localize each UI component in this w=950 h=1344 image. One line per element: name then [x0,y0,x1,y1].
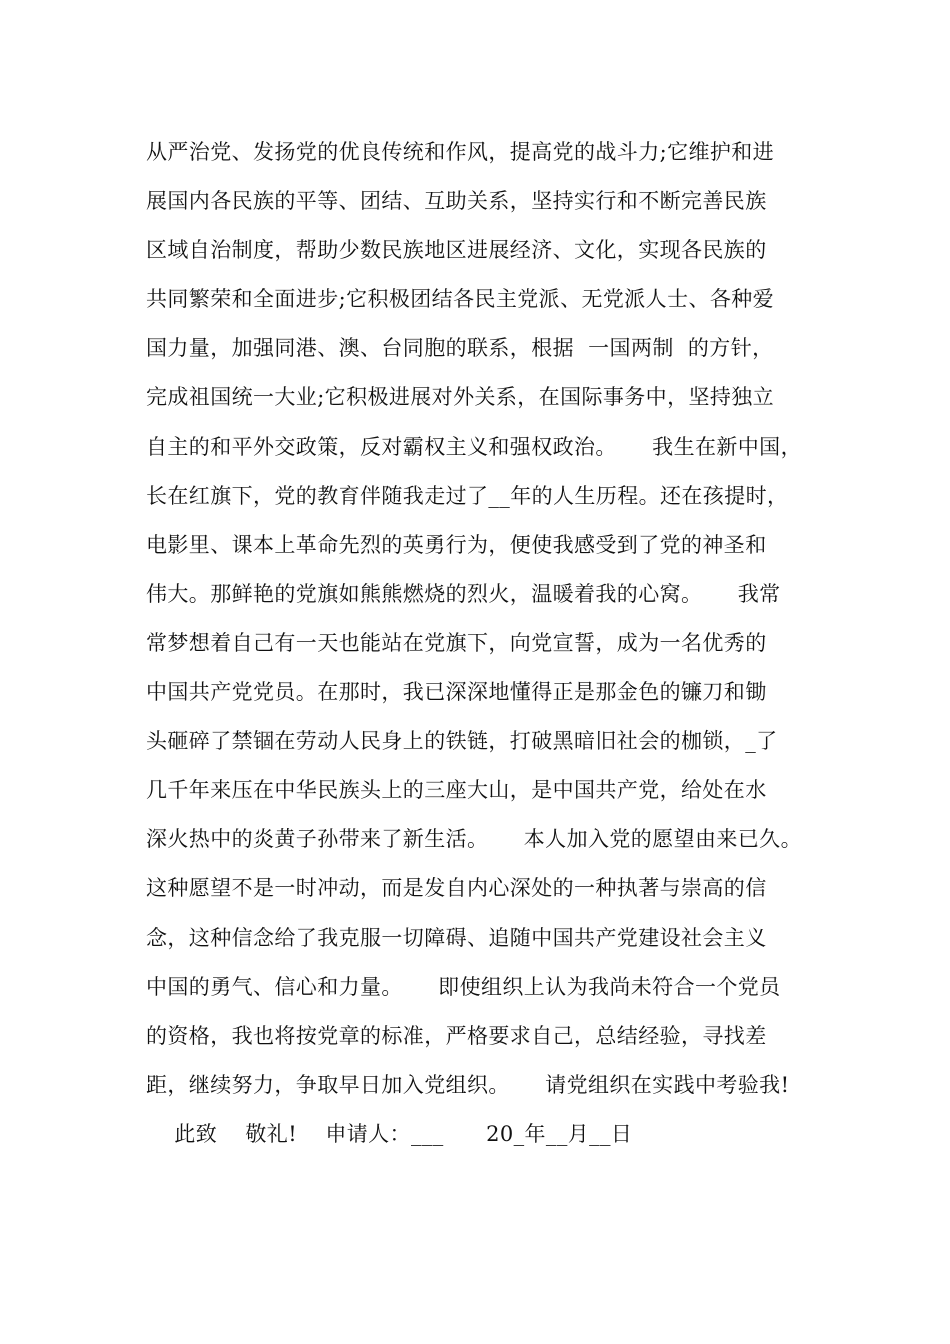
text-line: 中国共产党党员。在那时，我已深深地懂得正是那金色的镰刀和锄 [146,680,767,705]
text-line: 的资格，我也将按党章的标准，严格要求自己，总结经验，寻找差 [146,1023,767,1048]
text-line: 自主的和平外交政策，反对霸权主义和强权政治。 我生在新中国， [146,434,802,459]
text-line: 区域自治制度，帮助少数民族地区进展经济、文化，实现各民族的 [146,238,767,263]
text-line: 常梦想着自己有一天也能站在党旗下，向党宣誓，成为一名优秀的 [146,630,767,655]
text-line: 这种愿望不是一时冲动，而是发自内心深处的一种执著与崇高的信 [146,876,767,901]
text-line: 展国内各民族的平等、团结、互助关系，坚持实行和不断完善民族 [146,189,767,214]
text-line: 深火热中的炎黄子孙带来了新生活。 本人加入党的愿望由来已久。 [146,827,802,852]
body-text [146,128,826,1159]
text-line: 头砸碎了禁锢在劳动人民身上的铁链，打破黑暗旧社会的枷锁，_了 [146,729,778,754]
text-line: 伟大。那鲜艳的党旗如熊熊燃烧的烈火，温暖着我的心窝。 我常 [146,581,781,606]
text-line: 长在红旗下，党的教育伴随我走过了__年的人生历程。还在孩提时， [146,483,789,508]
text-line: 从严治党、发扬党的优良传统和作风，提高党的战斗力;它维护和进 [146,140,775,164]
text-line: 国力量，加强同港、澳、台同胞的联系，根据 一国两制 的方针， [146,336,774,361]
signature-line: 此致 敬礼! 申请人：___ 20_年__月__日 [146,1121,633,1146]
text-line: 完成祖国统一大业;它积极进展对外关系，在国际事务中，坚持独立 [146,385,775,410]
text-line: 几千年来压在中华民族头上的三座大山，是中国共产党，给处在水 [146,778,767,803]
text-line: 中国的勇气、信心和力量。 即使组织上认为我尚未符合一个党员 [146,974,781,999]
text-line: 共同繁荣和全面进步;它积极团结各民主党派、无党派人士、各种爱 [146,287,775,312]
text-line: 电影里、课本上革命先烈的英勇行为，便使我感受到了党的神圣和 [146,532,767,557]
text-line: 念，这种信念给了我克服一切障碍、追随中国共产党建设社会主义 [146,925,767,950]
text-line: 距，继续努力，争取早日加入党组织。 请党组织在实践中考验我! [146,1072,790,1097]
